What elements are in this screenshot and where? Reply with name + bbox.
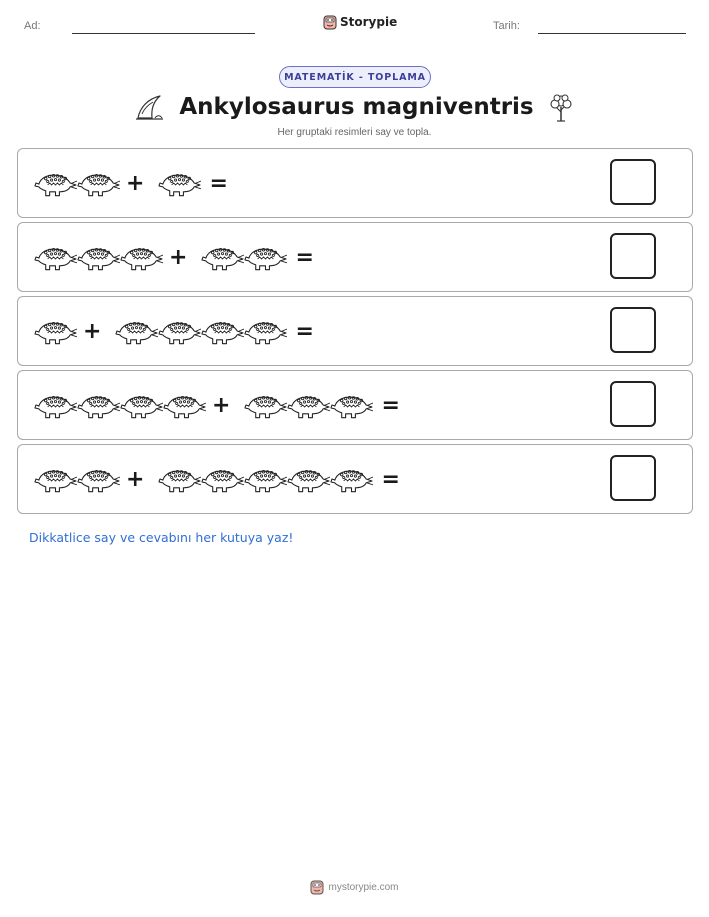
subtitle: Her gruptaki resimleri say ve topla. [277, 127, 432, 138]
name-label: Ad: [24, 20, 41, 32]
ankylosaurus-icon [120, 390, 163, 420]
equals-sign: = [295, 318, 314, 344]
ankylosaurus-icon [287, 464, 330, 494]
answer-box[interactable] [610, 381, 656, 427]
addition-expression [34, 371, 400, 439]
ankylosaurus-icon [77, 464, 120, 494]
left-group [34, 168, 120, 198]
plus-sign: + [126, 170, 145, 196]
name-field-line[interactable] [72, 33, 255, 34]
plus-sign: + [169, 244, 188, 270]
right-group [115, 316, 287, 346]
equals-sign: = [209, 170, 228, 196]
worksheet-header [24, 14, 686, 38]
date-field-line[interactable] [538, 33, 686, 34]
ankylosaurus-icon [244, 316, 287, 346]
problem-row [17, 222, 693, 292]
equals-sign: = [381, 392, 400, 418]
left-group [34, 390, 206, 420]
ankylosaurus-icon [244, 464, 287, 494]
storypie-logo-icon [323, 14, 337, 30]
tree-icon [548, 92, 574, 122]
dinosaur-claw-icon [135, 93, 165, 121]
left-group [34, 242, 163, 272]
date-label: Tarih: [493, 20, 520, 32]
addition-expression [34, 223, 314, 291]
right-group [158, 168, 201, 198]
answer-box[interactable] [610, 455, 656, 501]
ankylosaurus-icon [77, 242, 120, 272]
plus-sign: + [212, 392, 231, 418]
instruction-text: Dikkatlice say ve cevabını her kutuya yaz! [29, 530, 294, 545]
ankylosaurus-icon [201, 464, 244, 494]
ankylosaurus-icon [330, 464, 373, 494]
ankylosaurus-icon [77, 390, 120, 420]
plus-sign: + [126, 466, 145, 492]
ankylosaurus-icon [244, 242, 287, 272]
answer-box[interactable] [610, 233, 656, 279]
addition-expression [34, 445, 400, 513]
addition-expression [34, 297, 314, 365]
problem-row [17, 444, 693, 514]
answer-box[interactable] [610, 307, 656, 353]
equals-sign: = [295, 244, 314, 270]
plus-sign: + [83, 318, 102, 344]
subject-badge: MATEMATİK - TOPLAMA [279, 66, 431, 88]
ankylosaurus-icon [77, 168, 120, 198]
ankylosaurus-icon [163, 390, 206, 420]
footer [0, 879, 709, 895]
ankylosaurus-icon [34, 168, 77, 198]
problem-row [17, 370, 693, 440]
storypie-logo-icon [310, 879, 324, 895]
footer-url: mystorypie.com [328, 881, 399, 893]
ankylosaurus-icon [158, 316, 201, 346]
problem-row [17, 296, 693, 366]
left-group [34, 464, 120, 494]
ankylosaurus-icon [158, 464, 201, 494]
right-group [201, 242, 287, 272]
ankylosaurus-icon [34, 316, 77, 346]
brand [323, 14, 397, 30]
ankylosaurus-icon [330, 390, 373, 420]
page-title: Ankylosaurus magniventris [179, 94, 534, 120]
right-group [158, 464, 373, 494]
ankylosaurus-icon [287, 390, 330, 420]
ankylosaurus-icon [34, 390, 77, 420]
addition-expression [34, 149, 228, 217]
brand-name: Storypie [340, 15, 398, 29]
left-group [34, 316, 77, 346]
title-row [0, 92, 709, 122]
ankylosaurus-icon [158, 168, 201, 198]
ankylosaurus-icon [201, 242, 244, 272]
ankylosaurus-icon [115, 316, 158, 346]
ankylosaurus-icon [201, 316, 244, 346]
equals-sign: = [381, 466, 400, 492]
answer-box[interactable] [610, 159, 656, 205]
ankylosaurus-icon [34, 464, 77, 494]
problem-row [17, 148, 693, 218]
ankylosaurus-icon [244, 390, 287, 420]
right-group [244, 390, 373, 420]
ankylosaurus-icon [120, 242, 163, 272]
ankylosaurus-icon [34, 242, 77, 272]
